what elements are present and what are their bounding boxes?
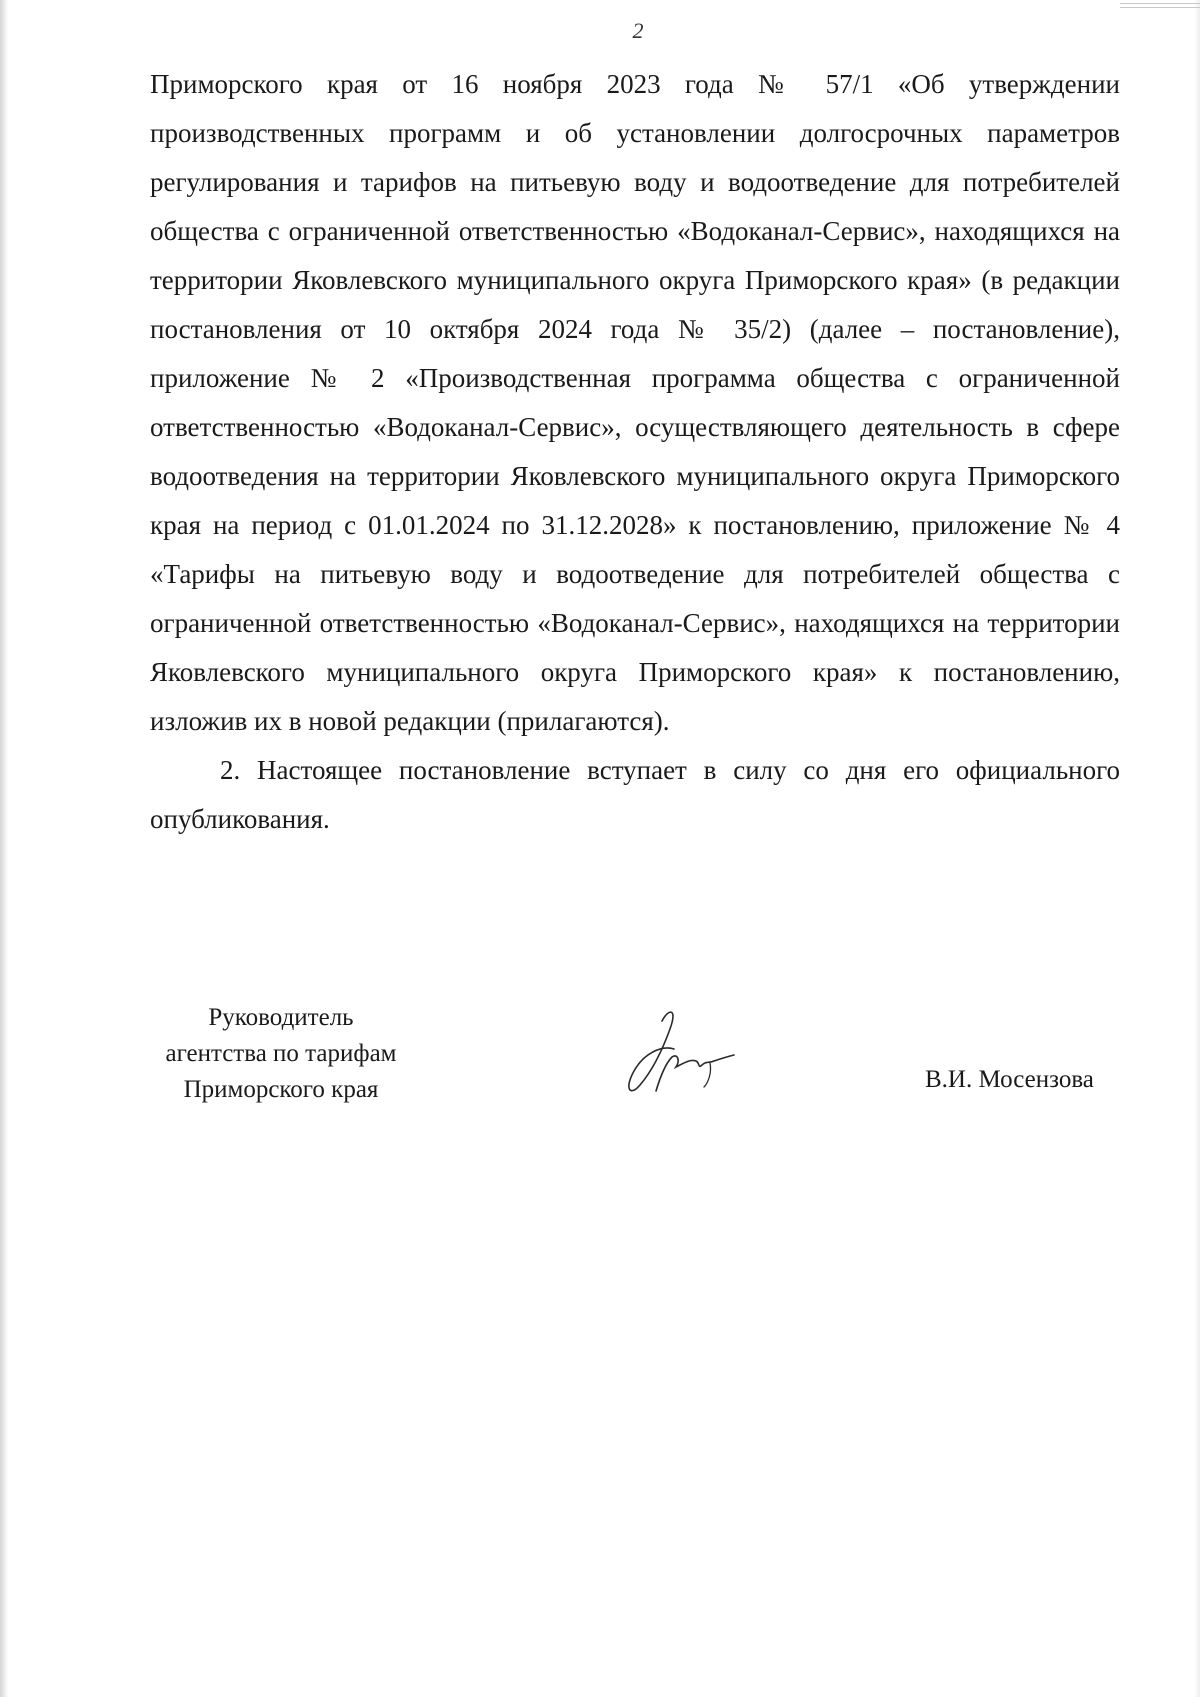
scan-shadow-right: [1194, 0, 1200, 1697]
signatory-position-line: Руководитель: [208, 1004, 354, 1031]
signatory-position-line: агентства по тарифам: [165, 1040, 397, 1067]
signatory-position: [146, 1000, 416, 1108]
signatory-position-line: Приморского края: [183, 1076, 379, 1103]
document-body: [150, 60, 1120, 844]
paragraph-continuation: Приморского края от 16 ноября 2023 года № 57/1 «Об утверждении производственных программ и об установлении долгосрочных параметров регулирования и тарифов на питьевую воду и водоотведение для потребителей общества с ограниченной ответственностью «Водоканал-Сервис», находящихся на территории Яковлевского муниципального округа Приморского края» (в редакции постановления от 10 октября 2024 года № 35/2) (далее – постановление), приложение № 2 «Производственная программа общества с ограниченной ответственностью «Водоканал-Сервис», осуществляющего деятельность в сфере водоотведения на территории Яковлевского муниципального округа Приморского края на период с 01.01.2024 по 31.12.2028» к постановлению, приложение № 4 «Тарифы на питьевую воду и водоотведение для потребителей общества с ограниченной ответственностью «Водоканал-Сервис», находящихся на территории Яковлевского муниципального округа Приморского края» к постановлению, изложив их в новой редакции (прилагаются).: [150, 69, 1120, 736]
handwritten-signature: [622, 1005, 754, 1105]
page-number: 2: [632, 18, 644, 43]
paragraph-effective-date: 2. Настоящее постановление вступает в силу со дня его официального опубликования.: [150, 755, 1120, 834]
scan-corner-lines: [1120, 0, 1200, 14]
scan-shadow-left: [0, 0, 8, 1697]
signatory-name: В.И. Мосензова: [925, 1066, 1094, 1093]
